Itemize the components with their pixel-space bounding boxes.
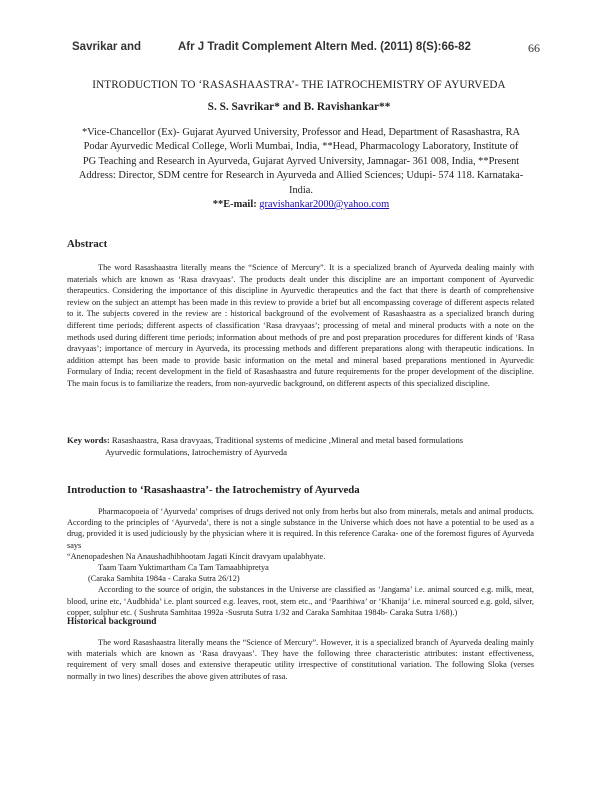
introduction-paragraph-2: According to the source of origin, the substances in the Universe are classified as ‘Jangama’ i.e. animal sourced e.g. milk, meat, blood, urine etc, ‘Audbhida’ i.e. plant sourced e.g. leaves, root, stem etc., and ‘Paarthiwa’ or ‘Khanija’ i.e. mineral sourced e.g. gold, silver, copper, sulphur etc. ( Sushruta Samhitaa 1992a -Susruta Sutra 1/32 and Caraka Samhitaa 1984b- Caraka Sutra 1/68).) bbox=[67, 585, 534, 617]
email-label: **E-mail: bbox=[212, 199, 257, 211]
keywords-line-2: Ayurvedic formulations, Iatrochemistry of Ayurveda bbox=[105, 447, 287, 457]
introduction-section bbox=[67, 506, 534, 618]
page-number: 66 bbox=[528, 41, 540, 55]
keywords bbox=[67, 434, 534, 458]
running-header bbox=[68, 41, 540, 57]
author-affiliations bbox=[76, 126, 526, 212]
introduction-heading: Introduction to ‘Rasashaastra’- the Iatrochemistry of Ayurveda bbox=[67, 484, 360, 496]
header-journal-citation: Afr J Tradit Complement Altern Med. (2011) 8(S):66-82 bbox=[178, 41, 471, 53]
article-authors: S. S. Savrikar* and B. Ravishankar** bbox=[207, 101, 391, 113]
sloka-reference: (Caraka Samhita 1984a - Caraka Sutra 26/12) bbox=[88, 574, 240, 584]
email-link[interactable]: gravishankar2000@yahoo.com bbox=[259, 199, 390, 211]
sloka-line-2: Taam Taam Yuktimartham Ca Tam Tamaabhipretya bbox=[98, 563, 269, 573]
email-line bbox=[76, 198, 526, 212]
header-author: Savrikar and bbox=[72, 41, 142, 53]
keywords-label: Key words: bbox=[67, 435, 110, 445]
historical-background-heading: Historical background bbox=[67, 617, 157, 627]
keywords-line-1: Rasashaastra, Rasa dravyaas, Traditional systems of medicine ,Mineral and metal based formulations bbox=[111, 435, 464, 445]
sloka-line-1: “Anenopadeshen Na Anaushadhibhootam Jagati Kincit dravyam upalabhyate. bbox=[67, 551, 326, 561]
introduction-paragraph-1: Pharmacopoeia of ‘Ayurveda’ comprises of drugs derived not only from herbs but also from minerals, metals and animal products. According to the principles of ‘Ayurveda’, there is not a single substance in the Universe which does not have a potential to be used as a drug, provided it is used judiciously by the physician where it is required. In this reference Caraka- one of the foremost figures of Ayurveda says bbox=[67, 507, 534, 550]
historical-background-text: The word Rasashaastra literally means the “Science of Mercury”. However, it is a specialized branch of Ayurveda dealing mainly with materials which are known as ‘Rasa dravyaas’. They have the following three characteristic attributes: instant effectiveness, requirement of very small doses and extensive therapeutic utility irrespective of constitutional variation. The following Sloka (verses normally in two lines) describes the above given attributes of rasa. bbox=[67, 638, 534, 681]
abstract-text: The word Rasashaastra literally means the “Science of Mercury”. It is a specialized branch of Ayurveda dealing mainly with materials which are known as ‘Rasa dravyaas’. The products dealt under this discipline are an important component of Ayurvedic therapeutics. Considering the importance of this discipline in Ayurvedic therapeutics and the fact that there is dearth of comprehensive review on the subject an attempt has been made in this review to provide a brief but all encompassing coverage of different aspects related to it. The subjects covered in the review are : historical background of the evolvement of Rasashaastra as a specialized branch during different time periods; different aspects of classification ‘Rasa dravyaas’; processing of metal and mineral products with a note on the methods used during different time periods; information about methods of pre and post preparation procedures for different kinds of ‘Rasa dravyaas’; importance of mercury in Ayurveda, its processing methods and different preparations along with therapeutic indications. In addition attempt has been made to provide basic information on the metal and mineral based preparations mentioned in Ayurvedic Formulary of India; recent development in the field of Rasashaastra and future requirements for the proper development of the discipline. The main focus is to familiarize the readers, from non-ayurvedic background, on different aspects of this specialized discipline. bbox=[67, 263, 534, 388]
article-title: INTRODUCTION TO ‘RASASHAASTRA’- THE IATROCHEMISTRY OF AYURVEDA bbox=[92, 79, 506, 91]
abstract-heading: Abstract bbox=[67, 238, 108, 250]
affiliation-text: *Vice-Chancellor (Ex)- Gujarat Ayurved University, Professor and Head, Department of Rasashastra, RA Podar Ayurvedic Medical College, Worli Mumbai, India, **Head, Pharmacology Laboratory, Institute of PG Teaching and Research in Ayurveda, Gujarat Ayrved University, Jamnagar- 361 008, India, **Present Address: Director, SDM centre for Research in Ayurveda and Allied Sciences; Udupi- 574 118. Karnataka- India. bbox=[78, 127, 524, 196]
